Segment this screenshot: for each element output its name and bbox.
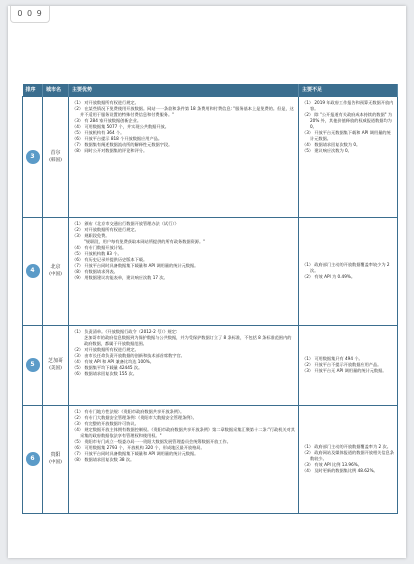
disadvantages-cell [299,325,398,405]
list-item: （3） 开放平台无 API 调用量的统计元数据。 [302,368,387,374]
list-item: （6） 开放平台提示 818 个开放数据应用产品。 [72,136,163,142]
list-item: （1） 对开放数据所有权进行规定。 [72,99,139,105]
list-item: （6） 数据请求回复次数 155 次。 [72,371,137,377]
list-item: （2） 对开放数据所有权进行规定。 [72,226,139,232]
list-item: （3） 规职段免费。 [72,232,110,238]
rank-badge: 6 [26,452,40,466]
list-item: （4） 数据请求回复次数为 0。 [302,142,361,148]
rank-cell [23,325,43,405]
list-item: （4） 有专门数据开放计划。 [72,244,127,250]
list-item: （6） 有历史记录并提供历史版本下载。 [72,257,148,263]
advantages-cell [69,96,299,217]
list-item: （2） 有专门大数据安全管理条例:《贵阳市大数据安全管理条例》。 [72,414,197,420]
list-item: （4） 可用数据集 5077 个，并实现公共数据开放。 [72,123,169,129]
city-cell [43,96,69,217]
list-item: （2） 开放平台不提示开放数据应用产品。 [302,361,382,367]
list-item: （3） 开放平台无数据集下载和 API 调用量的统计元数据。 [302,129,391,142]
rank-badge: 5 [26,358,40,372]
list-item: （7） 开放平台同时具备数据集下载量和 API 调用量的统计元数据。 [72,263,199,269]
city-name: 首尔 [50,149,61,156]
rank-cell [23,217,43,325]
disadvantages-cell [299,96,398,217]
list-item: （4） 规定数据开放主体拥有数据控制权。《贵阳市政府数据共享开放条例》第二章数据采集汇聚第十二条:"行政机关对其采集的政府数据依法享有管理权和使用权。" [72,426,295,438]
list-item: （4） 有效 API 和 API 兼备比均达 100%。 [72,358,154,364]
list-item: （8） 同时公开对数据集的评论和评分。 [72,148,148,154]
header-rank: 排序 [23,84,43,96]
list-item: （3） 有完整的开放数据许可协议。 [72,420,139,426]
rank-badge: 3 [26,150,40,164]
disadvantages-cell [299,405,398,513]
city-country: (中国) [49,272,62,277]
list-item: （5） 开放机构数 83 个。 [72,250,122,256]
list-item: （2） 在某些情况下免费使用开放数据。网站一一条款和条件第 18 条费用和付费信息: "服务基本上是免费的。但是，这并不适用于服务设置的特殊付费信息和付费服务。" [72,105,294,117]
table-header-row [23,84,398,96]
rank-badge: 4 [26,264,40,278]
page-number-tab: 0 0 9 [10,6,50,23]
list-item: （6） 可用数据集 2793 个，开放机构 320 个，形成地区最开放格局。 [72,445,205,451]
city-name: 芝加哥 [47,358,63,364]
city-cell [43,325,69,405]
list-item: （3） 有效 API 比例 13.96%。 [302,462,362,468]
list-item: （8） 有数据请求列表。 [72,269,118,275]
advantages-cell [69,217,299,325]
header-city: 城市名 [43,84,69,96]
header-advantages: 主要优势 [69,84,299,96]
list-item: （1） 政府部门主动的开放数据覆盖率为 2 次。 [302,443,391,449]
list-item: （9） 用数据建议功能表单，建议响应次数 17 次。 [72,275,168,281]
list-item: （4） 及时更新的数据集比例 48.62%。 [302,468,378,474]
rank-cell [23,405,43,513]
rank-cell [23,96,43,217]
list-item: （5） 贵阳市专门成立一级委办局一一贵阳大数据发展管理委员会统筹数据开放工作。 [72,438,231,444]
city-name: 贵阳 [50,452,61,458]
list-item: （1） 负责清单。《开放数据行政令（2012-2 号）》规定: [72,328,178,334]
advantages-cell [69,325,299,405]
city-name: 北京 [50,264,61,270]
list-item: （1） 政府部门主动的开放数据覆盖率较少为 2 次。 [302,261,390,273]
list-item: （1） 2019 年政府工作报告和预算无数据开放内容。 [302,99,394,111]
list-item: （8） 数据请求回复次数 38 次。 [72,457,135,463]
list-item: "规职段，用户每有免费获取本网站所提供的所有政务数据资源。" [84,238,206,244]
city-cell [43,217,69,325]
list-item: （1） 可用数据集只有 494 个。 [302,355,363,361]
list-item: （7） 数据集有阐述数据流动所的解释性元数据字段。 [72,142,173,148]
city-country: (中国) [49,460,62,465]
list-item: （2） 有效 API 为 0.49%。 [302,274,356,280]
table-row [23,96,398,217]
list-item: （2） 对开放数据所有权进行规定。 [72,346,139,352]
list-item: （3） 由市长任命负责开放数据的创新和技术部首席数字官。 [72,352,185,358]
table-row [23,325,398,405]
list-item: （7） 开放平台同时具备数据集下载量和 API 调用量的统计元数据。 [72,451,199,457]
list-item: （5） 建议响应次数为 0。 [302,148,352,154]
list-item: 芝加哥市的政府信息数据到为保护数据与公共数据，并为受保护数据订立了 8 条标准，不包括 8 条标准范围内的政府数据，都属于开放数据范围。 [84,334,292,346]
table-row [23,405,398,513]
list-item: （1） 颁布《北京市交通出行数据开放管理办法（试行）》 [72,220,179,226]
city-ranking-table [22,84,398,514]
document-page [8,6,406,558]
table-row [23,217,398,325]
list-item: （2） 政府网站及媒体报道的数据开放相关信息条数较少。 [302,449,394,461]
city-country: (韩国) [49,157,62,163]
list-item: （5） 开放机构有 364 个。 [72,129,125,135]
city-cell [43,405,69,513]
list-item: （5） 数据集平均下载量 42445 次。 [72,365,143,371]
header-disadvantages: 主要不足 [299,84,398,96]
advantages-cell [69,405,299,513]
list-item: （3） 有 284 家开放数据创新企业。 [72,117,142,123]
list-item: （2） 除 "公开报道有关政府成本持续的数据" 为 20% 外，其他价值释放的权威报道数据均为 0。 [302,111,393,129]
city-country: (美国) [49,366,62,371]
list-item: （1） 有专门地方性法规:《贵阳市政府数据共享开放条例》。 [72,408,185,414]
disadvantages-cell [299,217,398,325]
